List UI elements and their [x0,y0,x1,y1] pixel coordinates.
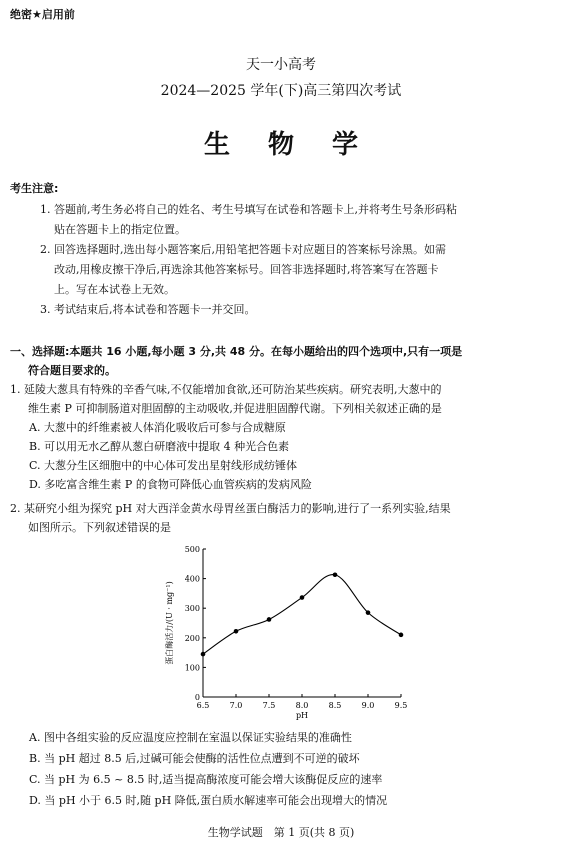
ph-activity-chart [160,538,420,720]
notice-text: 回答选择题时,选出每小题答案后,用铅笔把答题卡对应题目的答案标号涂黑。如需 [54,243,446,256]
data-point [399,633,404,638]
q2-option-d: D. 当 pH 小于 6.5 时,随 pH 降低,蛋白质水解速率可能会出现增大的情况 [29,794,388,807]
data-point [234,629,239,634]
notice-text: 考试结束后,将本试卷和答题卡一并交回。 [54,303,256,316]
data-point [300,595,305,600]
y-tick-label: 200 [184,633,200,643]
y-tick-label: 500 [184,545,200,554]
notice-text: 贴在答题卡上的指定位置。 [54,223,186,236]
q1-option-b: B. 可以用无水乙醇从葱白研磨液中提取 4 种光合色素 [29,440,290,453]
section-heading [10,342,555,380]
notice-text: 上。写在本试卷上无效。 [54,283,175,296]
x-tick-label: 8.0 [295,701,309,710]
notice-num: 3. [40,303,51,316]
y-tick-label: 400 [184,574,200,584]
q1-option-d: D. 多吃富含维生素 P 的食物可降低心血管疾病的发病风险 [29,478,312,491]
question-text: 2. 某研究小组为探究 pH 对大西洋金黄水母胃丝蛋白酶活力的影响,进行了一系列实验,结果 [10,502,451,515]
q1-option-c: C. 大葱分生区细胞中的中心体可发出星射线形成纺锤体 [29,459,298,472]
data-point [267,617,272,622]
subject-title: 生物学 [203,130,396,160]
x-tick-label: 7.0 [229,701,243,710]
x-axis-label: pH [295,711,309,720]
section-heading-line: 符合题目要求的。 [28,364,116,377]
q2-option-b: B. 当 pH 超过 8.5 后,过碱可能会使酶的活性位点遭到不可逆的破坏 [29,752,360,765]
data-point [201,652,206,657]
notice-item-3 [40,300,550,320]
q2-option-c: C. 当 pH 为 6.5 ~ 8.5 时,适当提高酶浓度可能会增大该酶促反应的速率 [29,773,383,786]
y-tick-label: 0 [194,693,200,702]
x-tick-label: 8.5 [328,701,342,710]
question-text: 如图所示。下列叙述错误的是 [28,521,171,534]
question-1-stem [10,380,555,418]
notice-num: 1. [40,203,51,216]
notice-num: 2. [40,243,51,256]
notice-title: 考生注意: [10,182,59,195]
notice-text: 答题前,考生务必将自己的姓名、考生号填写在试卷和答题卡上,并将考生号条形码粘 [54,203,457,216]
series-line [203,575,401,655]
confidential-mark: 绝密★启用前 [10,8,75,21]
page-footer: 生物学试题 第 1 页(共 8 页) [207,826,355,839]
data-points [201,572,404,656]
exam-title: 2024—2025 学年(下)高三第四次考试 [160,83,402,99]
question-2-stem [10,499,555,537]
question-text: 维生素 P 可抑制肠道对胆固醇的主动吸收,并促进胆固醇代谢。下列相关叙述正确的是 [28,402,442,415]
x-tick-label: 9.5 [394,701,408,710]
y-tick-label: 100 [184,663,200,673]
x-tick-label: 6.5 [196,701,210,710]
exam-organizer: 天一小高考 [246,57,316,73]
q2-option-a: A. 图中各组实验的反应温度应控制在室温以保证实验结果的准确性 [29,731,352,744]
data-point [333,572,338,577]
notice-item-2 [40,240,550,300]
y-axis-label: 蛋白酶活力/(U · mg⁻¹) [165,581,174,665]
q1-option-a: A. 大葱中的纤维素被人体消化吸收后可参与合成糖原 [29,421,286,434]
notice-text: 改动,用橡皮擦干净后,再选涂其他答案标号。回答非选择题时,将答案写在答题卡 [54,263,439,276]
notice-item-1 [40,200,550,240]
y-tick-label: 300 [184,604,200,614]
x-ticks [194,693,408,710]
section-heading-line: 一、选择题:本题共 16 小题,每小题 3 分,共 48 分。在每小题给出的四个选项中,只有一项是 [10,345,463,358]
x-tick-label: 9.0 [361,701,375,710]
data-point [366,610,371,615]
x-tick-label: 7.5 [262,701,276,710]
question-text: 1. 延陵大葱具有特殊的辛香气味,不仅能增加食欲,还可防治某些疾病。研究表明,大葱中的 [10,383,442,396]
